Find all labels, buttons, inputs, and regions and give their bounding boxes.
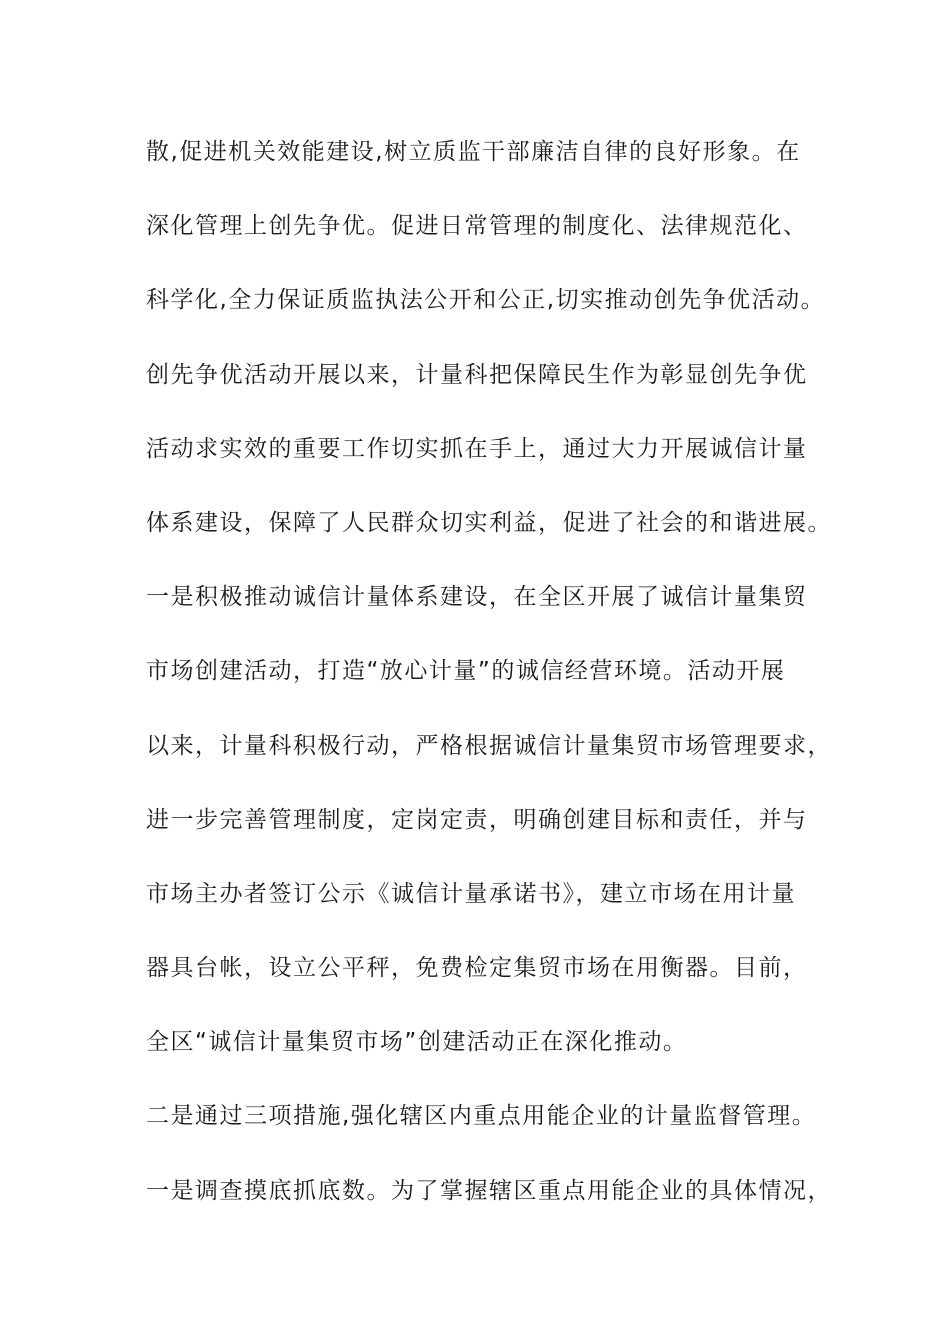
text-line: 散,促进机关效能建设,树立质监干部廉洁自律的良好形象。在 — [146, 139, 801, 165]
text-line: 器具台帐，设立公平秤，免费检定集贸市场在用衡器。目前， — [146, 955, 808, 982]
text-line: 市场创建活动，打造“放心计量”的诚信经营环境。活动开展 — [146, 658, 786, 685]
text-line: 一是积极推动诚信计量体系建设，在全区开展了诚信计量集贸 — [146, 584, 808, 611]
text-line: 市场主办者签订公示《诚信计量承诺书》，建立市场在用计量 — [146, 880, 796, 907]
text-line: 体系建设，保障了人民群众切实利益，促进了社会的和谐进展。 — [146, 509, 832, 536]
text-line: 创先争优活动开展以来，计量科把保障民生作为彰显创先争优 — [146, 361, 808, 388]
text-line: 全区“诚信计量集贸市场”创建活动正在深化推动。 — [146, 1029, 688, 1056]
text-line: 活动求实效的重要工作切实抓在手上，通过大力开展诚信计量 — [146, 435, 808, 462]
text-line: 进一步完善管理制度，定岗定责，明确创建目标和责任，并与 — [146, 806, 808, 833]
body-text — [146, 132, 832, 1245]
text-line: 深化管理上创先争优。促进日常管理的制度化、法律规范化、 — [146, 213, 808, 240]
text-line: 科学化,全力保证质监执法公开和公正,切实推动创先争优活动。 — [146, 287, 826, 314]
text-line: 一是调查摸底抓底数。为了掌握辖区重点用能企业的具体情况， — [146, 1177, 832, 1204]
text-line: 以来，计量科积极行动，严格根据诚信计量集贸市场管理要求， — [146, 732, 832, 759]
text-line: 二是通过三项措施,强化辖区内重点用能企业的计量监督管理。 — [146, 1103, 817, 1130]
